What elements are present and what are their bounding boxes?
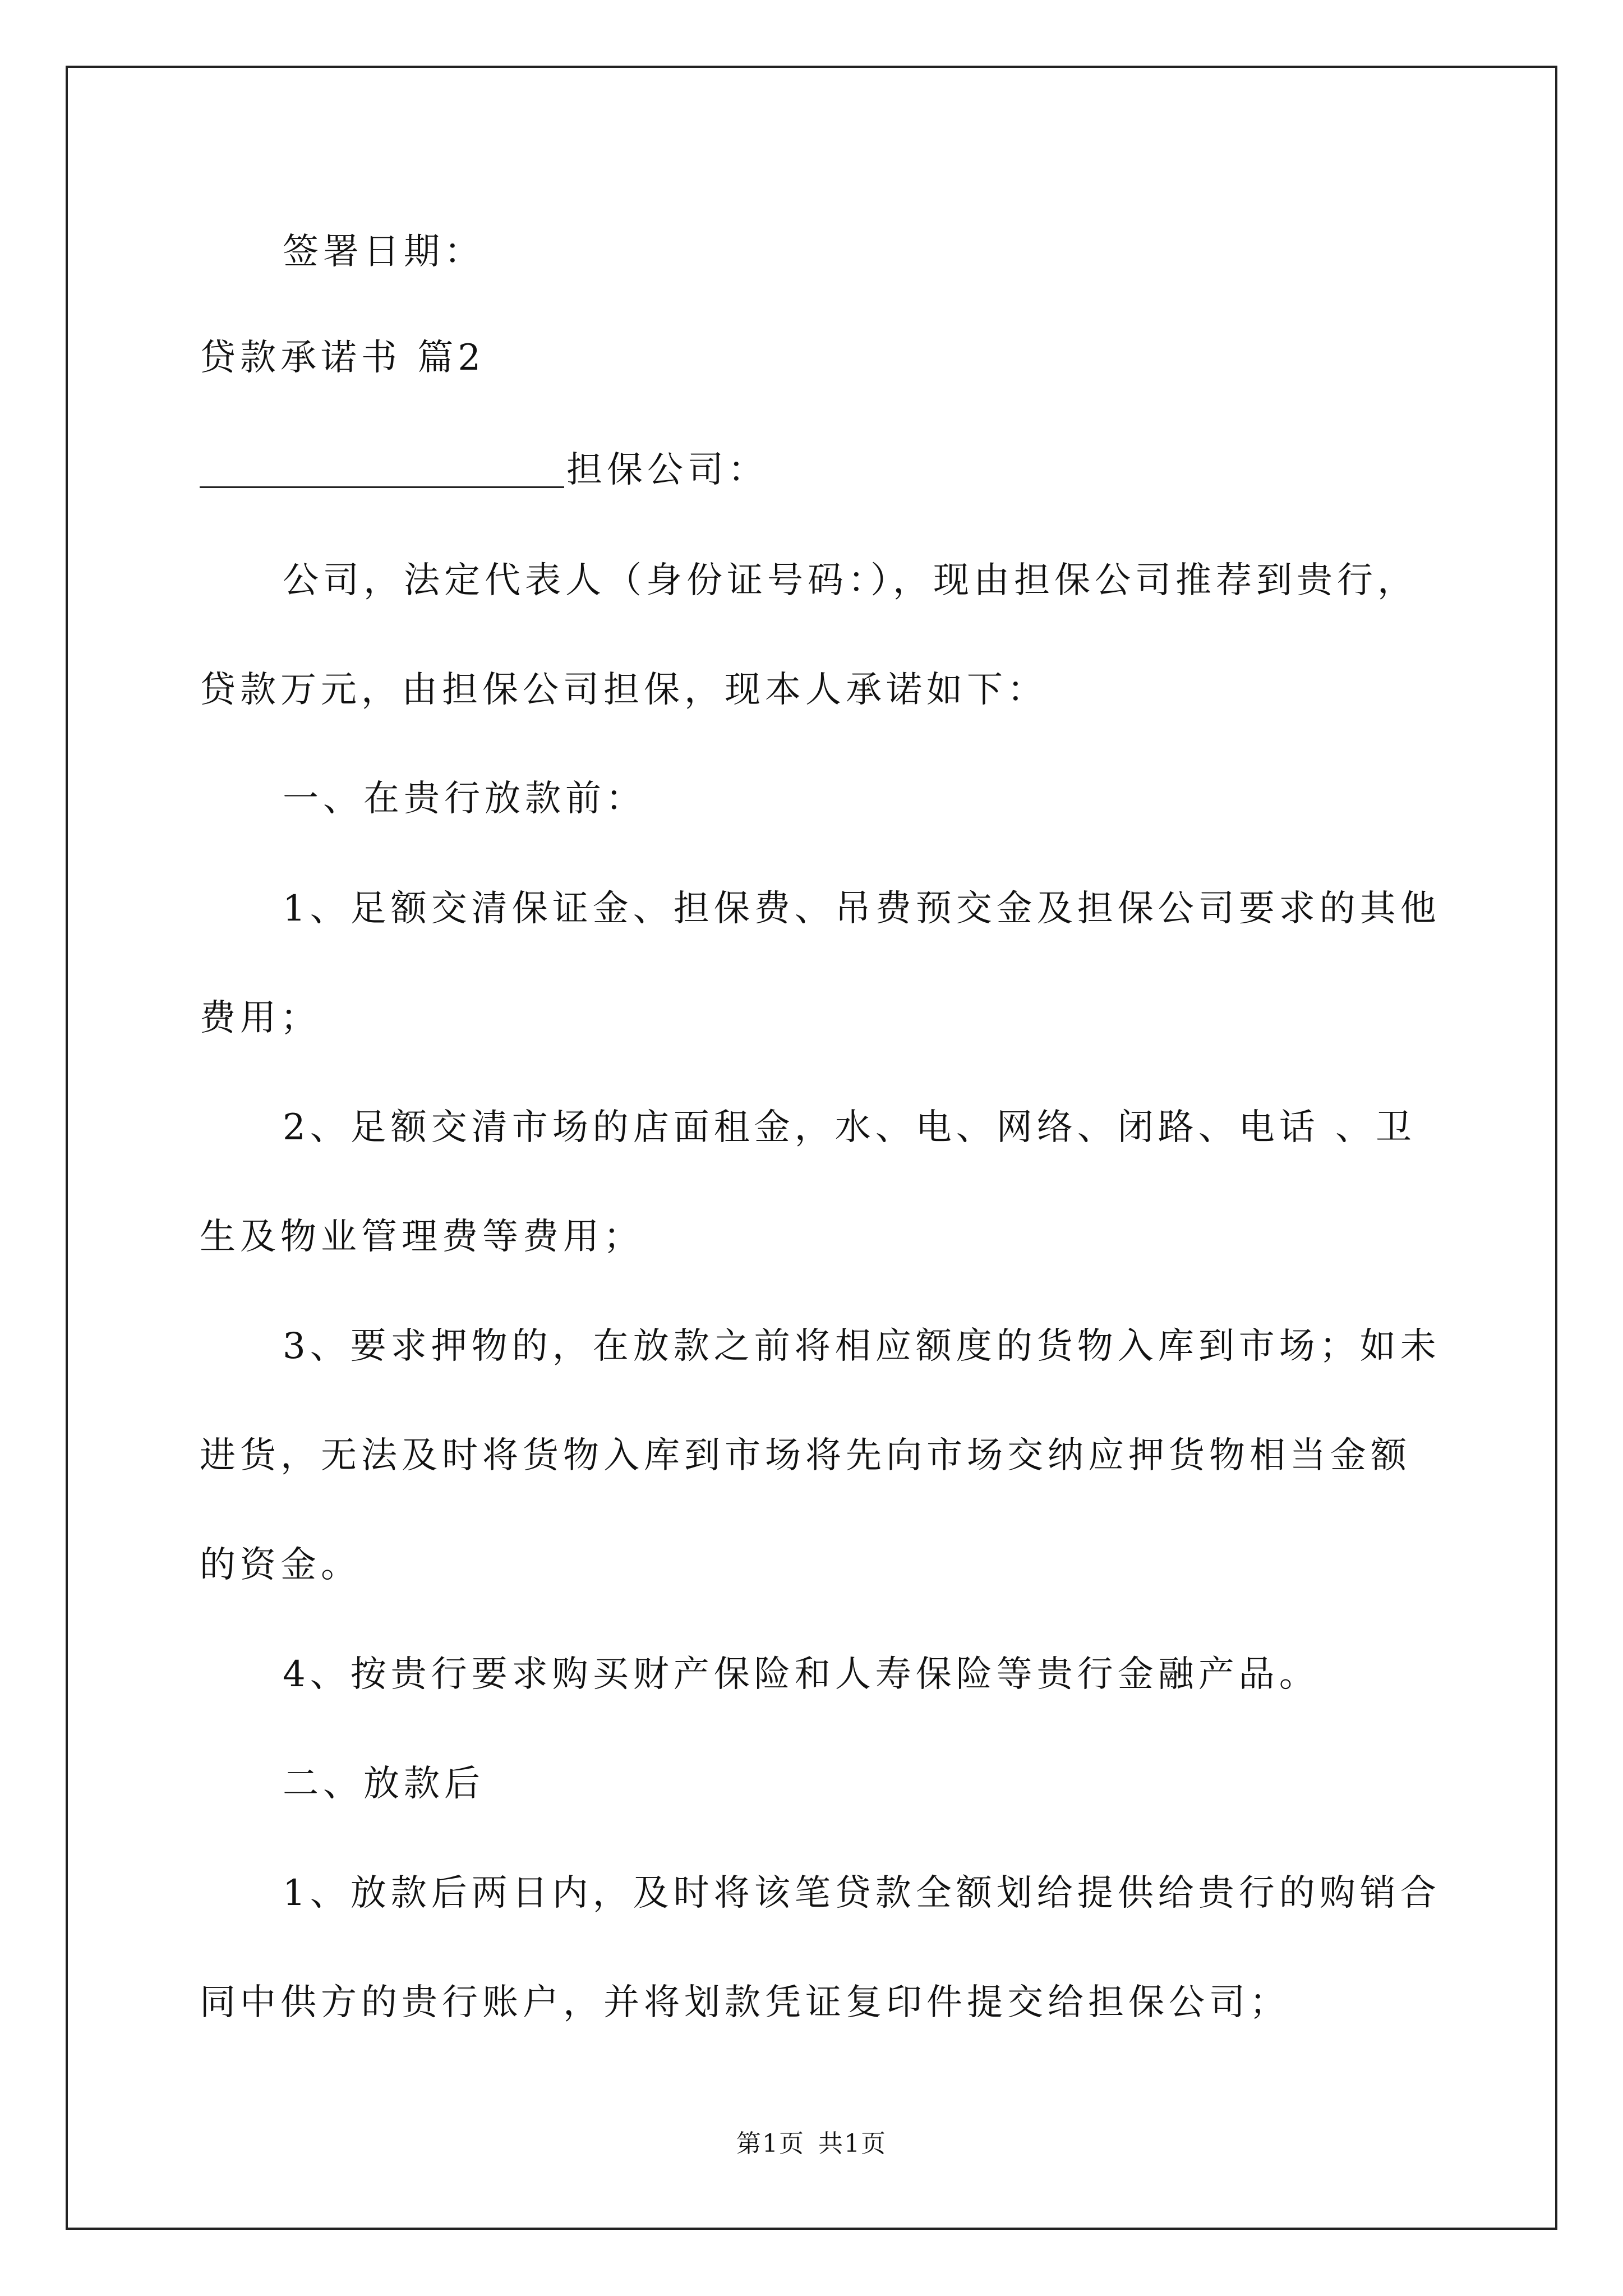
addressee-line xyxy=(200,449,768,491)
paragraph-line: 3、要求押物的，在放款之前将相应额度的货物入库到市场；如未 xyxy=(283,1326,1441,1367)
paragraph-line: 2、足额交清市场的店面租金，水、电、网络、闭路、电话 、卫 xyxy=(283,1107,1417,1148)
paragraph-line: 的资金。 xyxy=(200,1544,361,1586)
paragraph-line: 贷款万元，由担保公司担保，现本人承诺如下： xyxy=(200,669,1048,711)
signing-date-line: 签署日期： xyxy=(283,231,485,273)
paragraph-line: 1、足额交清保证金、担保费、吊费预交金及担保公司要求的其他 xyxy=(283,888,1441,930)
page-total: 共1页 xyxy=(818,2129,887,2158)
paragraph-line: 公司，法定代表人（身份证号码：），现由担保公司推荐到贵行， xyxy=(283,560,1418,601)
page-number: 第1页 xyxy=(736,2129,805,2158)
blank-fill-line xyxy=(200,455,564,488)
page-footer xyxy=(0,2123,1623,2159)
paragraph-line: 一、在贵行放款前： xyxy=(283,778,646,820)
paragraph-line: 同中供方的贵行账户，并将划款凭证复印件提交给担保公司； xyxy=(200,1982,1290,2023)
paragraph-line: 4、按贵行要求购买财产保险和人寿保险等贵行金融产品。 xyxy=(283,1654,1320,1695)
paragraph-line: 二、放款后 xyxy=(283,1763,485,1805)
paragraph-line: 生及物业管理费等费用； xyxy=(200,1216,644,1258)
addressee-text: 担保公司： xyxy=(566,449,768,491)
section-title: 贷款承诺书 篇2 xyxy=(200,337,486,379)
paragraph-line: 进货，无法及时将货物入库到市场将先向市场交纳应押货物相当金额 xyxy=(200,1435,1411,1476)
paragraph-line: 1、放款后两日内，及时将该笔贷款全额划给提供给贵行的购销合 xyxy=(283,1872,1441,1914)
paragraph-line: 费用； xyxy=(200,997,321,1039)
